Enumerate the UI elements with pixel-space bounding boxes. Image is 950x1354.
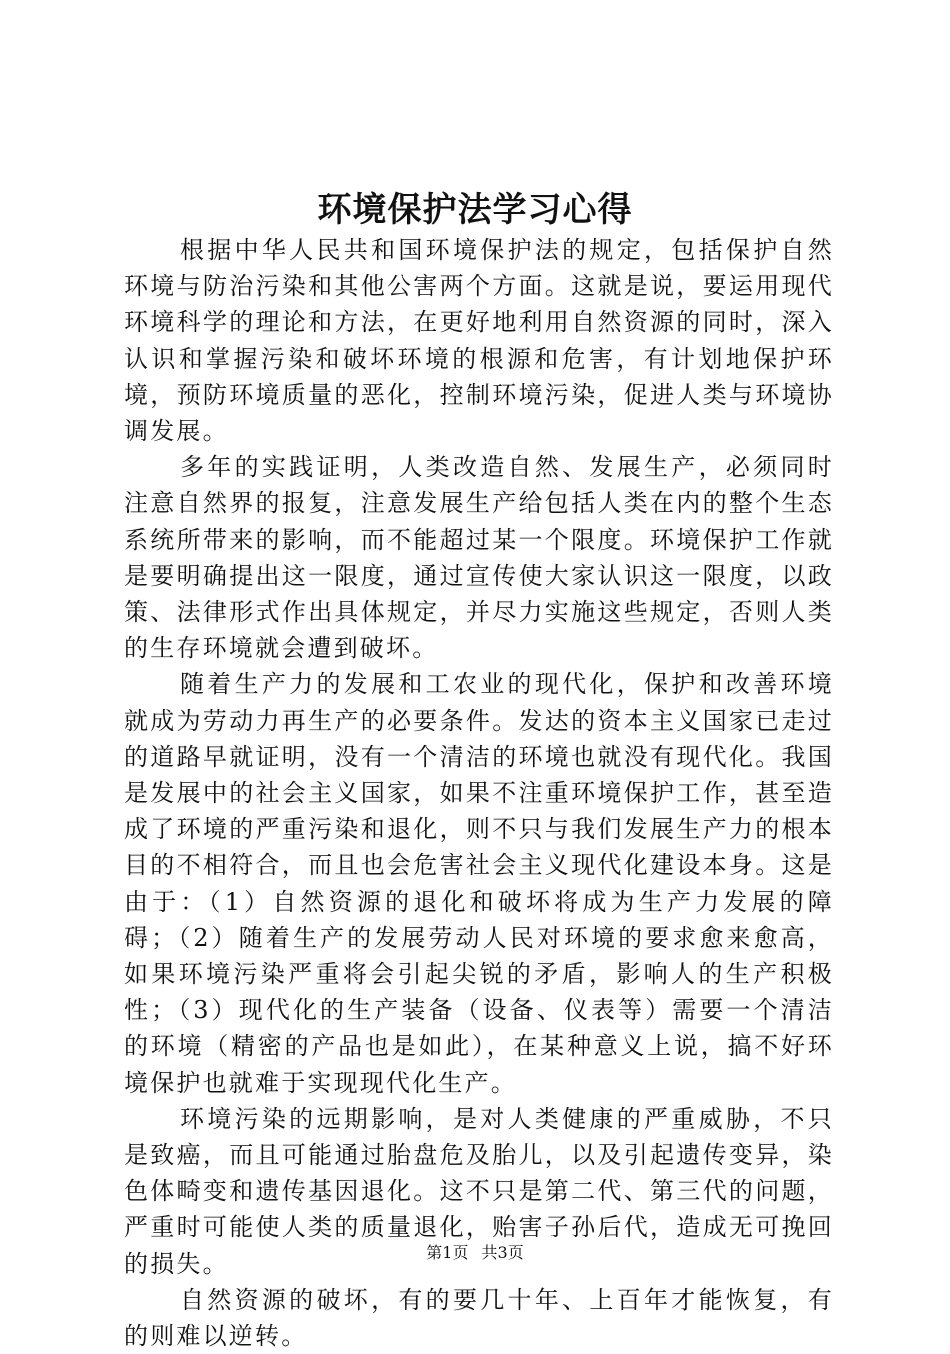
page-number: 第1页 — [426, 1243, 469, 1262]
paragraph: 根据中华人民共和国环境保护法的规定，包括保护自然环境与防治污染和其他公害两个方面。这就是说，要运用现代环境科学的理论和方法，在更好地利用自然资源的同时，深入认识和掌握污染和破坏环境的根源和危害，有计划地保护环境，预防环境质量的恶化，控制环境污染，促进人类与环境协调发展。 — [124, 236, 834, 446]
page-total: 共3页 — [481, 1243, 524, 1262]
paragraph: 随着生产力的发展和工农业的现代化，保护和改善环境就成为劳动力再生产的必要条件。发达的资本主义国家已走过的道路早就证明，没有一个清洁的环境也就没有现代化。我国是发展中的社会主义国家，如果不注重环境保护工作，甚至造成了环境的严重污染和退化，则不只与我们发展生产力的根本目的不相符合，而且也会危害社会主义现代化建设本身。这是由于：（1）自然资源的退化和破坏将成为生产力发展的障碍；（2）随着生产的发展劳动人民对环境的要求愈来愈高，如果环境污染严重将会引起尖锐的矛盾，影响人的生产积极性；（3）现代化的生产装备（设备、仪表等）需要一个清洁的环境（精密的产品也是如此），在某种意义上说，搞不好环境保护也就难于实现现代化生产。 — [124, 670, 834, 1097]
document-body — [124, 232, 834, 1354]
page-footer — [0, 1242, 950, 1264]
paragraph: 自然资源的破坏，有的要几十年、上百年才能恢复，有的则难以逆转。 — [124, 1285, 834, 1351]
document-title: 环境保护法学习心得 — [317, 190, 633, 230]
paragraph: 多年的实践证明，人类改造自然、发展生产，必须同时注意自然界的报复，注意发展生产给包括人类在内的整个生态系统所带来的影响，而不能超过某一个限度。环境保护工作就是要明确提出这一限度，通过宣传使大家认识这一限度，以政策、法律形式作出具体规定，并尽力实施这些规定，否则人类的生存环境就会遭到破坏。 — [124, 453, 834, 663]
paragraph: 环境污染的远期影响，是对人类健康的严重威胁，不只是致癌，而且可能通过胎盘危及胎儿，以及引起遗传变异，染色体畸变和遗传基因退化。这不只是第二代、第三代的问题，严重时可能使人类的质量退化，贻害子孙后代，造成无可挽回的损失。 — [124, 1104, 834, 1278]
